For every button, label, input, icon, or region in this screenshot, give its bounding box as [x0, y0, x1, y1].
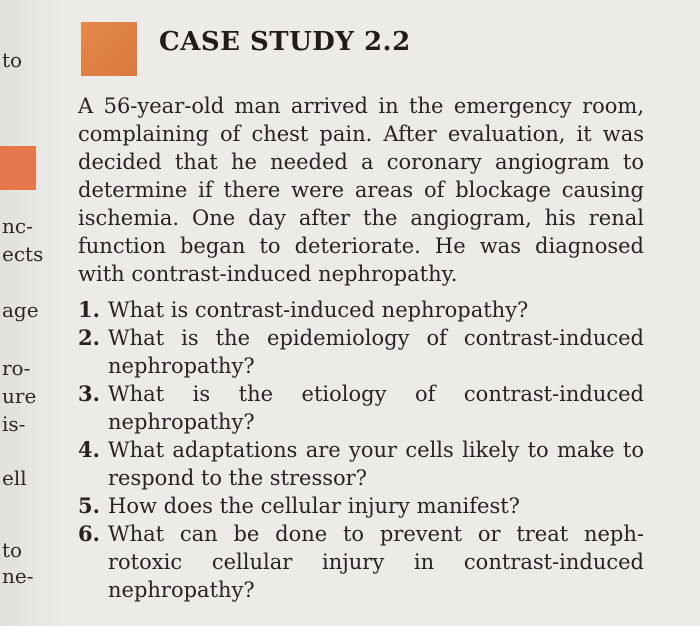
intro-line: function began to deteriorate. He was diagnosed: [78, 234, 644, 258]
question-number: 2.: [78, 325, 100, 350]
margin-word: age: [2, 298, 39, 322]
intro-line: A 56-year-old man arrived in the emergency room,: [78, 94, 644, 118]
question-line: What adaptations are your cells likely to make to: [108, 438, 644, 462]
question-line: What is the epidemiology of contrast-induced: [108, 326, 644, 350]
case-study-marker: [81, 22, 137, 76]
question-line: respond to the stressor?: [108, 466, 367, 490]
margin-word: ell: [2, 466, 27, 490]
question-line: nephropathy?: [108, 578, 255, 602]
question-line: What is the etiology of contrast-induced: [108, 382, 644, 406]
intro-line: decided that he needed a coronary angiogram to: [78, 150, 644, 174]
question-item: [78, 520, 644, 604]
margin-word: ne-: [2, 564, 34, 588]
margin-word: to: [2, 538, 23, 562]
question-number: 5.: [78, 493, 100, 518]
question-item: [78, 296, 644, 324]
question-item: [78, 380, 644, 436]
intro-line: determine if there were areas of blockage causing: [78, 178, 644, 202]
question-number: 3.: [78, 381, 100, 406]
orange-margin-tab: [0, 146, 36, 190]
margin-word: to: [2, 48, 23, 72]
intro-line: complaining of chest pain. After evaluation, it was: [78, 122, 644, 146]
margin-word: is-: [2, 412, 26, 436]
question-line: rotoxic cellular injury in contrast-induced: [108, 550, 644, 574]
question-line: What can be done to prevent or treat neph-: [108, 522, 644, 546]
margin-word: ro-: [2, 356, 31, 380]
margin-word: ects: [2, 242, 44, 266]
question-line: nephropathy?: [108, 410, 255, 434]
question-list: [78, 296, 644, 604]
intro-line: ischemia. One day after the angiogram, his renal: [78, 206, 644, 230]
question-number: 4.: [78, 437, 100, 462]
question-line: nephropathy?: [108, 354, 255, 378]
question-item: [78, 436, 644, 492]
question-item: [78, 324, 644, 380]
question-line: How does the cellular injury manifest?: [108, 494, 520, 518]
question-number: 1.: [78, 297, 100, 322]
case-intro-paragraph: [78, 92, 644, 288]
question-number: 6.: [78, 521, 100, 546]
question-line: What is contrast-induced nephropathy?: [108, 298, 529, 322]
question-item: [78, 492, 644, 520]
case-study-title: CASE STUDY 2.2: [159, 27, 411, 57]
margin-word: ure: [2, 384, 37, 408]
margin-word: nc-: [2, 214, 33, 238]
intro-line: with contrast-induced nephropathy.: [78, 262, 458, 286]
